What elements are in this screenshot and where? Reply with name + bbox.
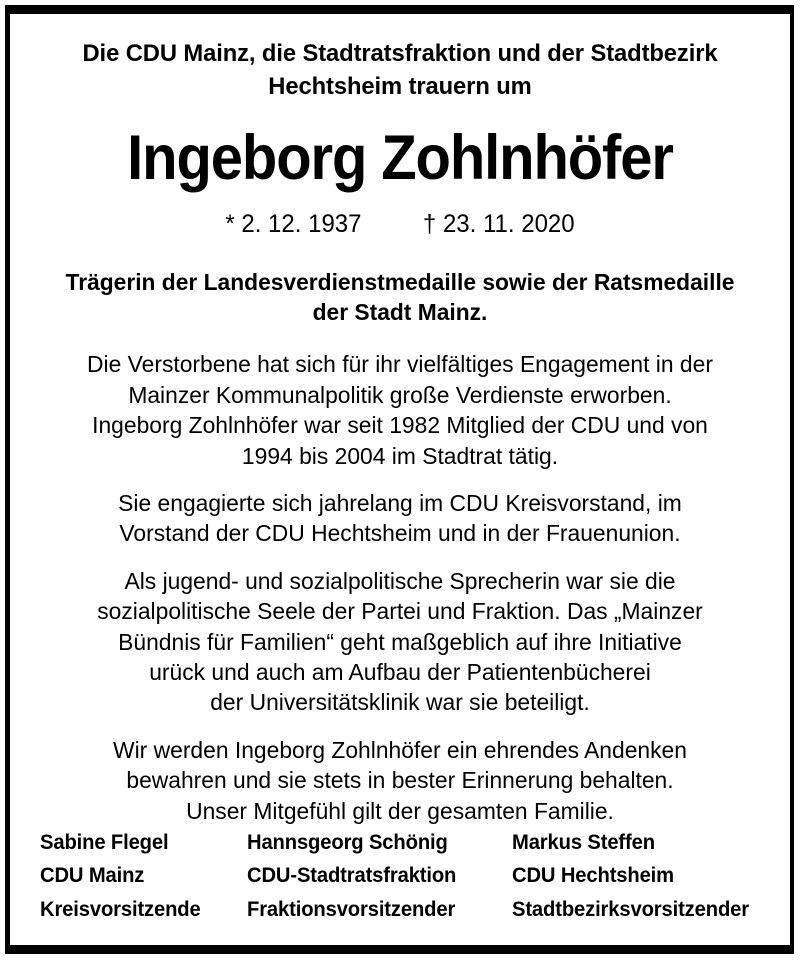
signatory-3-role: Stadtbezirksvorsitzender	[511, 896, 749, 921]
notice-content	[10, 14, 790, 945]
honours-line-2: der Ratsmedaille der Stadt Mainz.	[312, 269, 735, 326]
honours-subtitle	[47, 267, 753, 327]
paragraph-4-line-1: Wir werden Ingeborg Zohlnhöfer ein ehrendes Andenken	[113, 736, 687, 763]
paragraph-3-line-4: urück und auch am Aufbau der Patientenbücherei	[149, 658, 651, 685]
mourning-frame	[5, 5, 794, 954]
signatory-column-1	[40, 826, 235, 927]
paragraph-3-line-2: sozialpolitische Seele der Partei und Fraktion. Das „Mainzer	[97, 598, 703, 625]
signatory-1-organisation: CDU Mainz	[40, 863, 145, 888]
tribute-paragraph-2	[41, 488, 758, 549]
paragraph-4-line-3: Unser Mitgefühl gilt der gesamten Familie.	[186, 797, 614, 824]
signatory-3-name: Markus Steffen	[511, 829, 655, 854]
signatory-block	[36, 826, 764, 945]
tribute-paragraph-3	[41, 566, 758, 718]
honours-line-1: Trägerin der Landesverdienstmedaille sowie	[65, 269, 546, 296]
paragraph-4-line-2: bewahren und sie stets in bester Erinnerung behalten.	[126, 767, 674, 794]
lead-line-2: Hechtsheim trauern um	[268, 72, 532, 100]
life-dates	[51, 209, 750, 239]
signatory-column-3	[512, 826, 749, 927]
deceased-name: Ingeborg Zohlnhöfer	[127, 123, 673, 194]
paragraph-1-line-4: 1994 bis 2004 im Stadtrat tätig.	[241, 442, 559, 469]
signatory-2-name: Hannsgeorg Schönig	[247, 829, 448, 854]
paragraph-3-line-1: Als jugend- und sozialpolitische Sprecherin war sie die	[124, 567, 676, 594]
birth-date: * 2. 12. 1937	[225, 210, 362, 239]
signatory-1-role: Kreisvorsitzende	[40, 896, 201, 921]
paragraph-1-line-3: Ingeborg Zohlnhöfer war seit 1982 Mitglied der CDU und von	[92, 412, 708, 439]
paragraph-1-line-1: Die Verstorbene hat sich für ihr vielfältiges Engagement in der	[87, 351, 713, 378]
signatory-3-organisation: CDU Hechtsheim	[511, 863, 674, 888]
death-date: † 23. 11. 2020	[422, 210, 575, 239]
paragraph-1-line-2: Mainzer Kommunalpolitik große Verdienste erworben.	[128, 381, 672, 408]
signatory-2-organisation: CDU-Stadtratsfraktion	[247, 863, 457, 888]
paragraph-2-line-2: Vorstand der CDU Hechtsheim und in der Frauenunion.	[119, 520, 681, 547]
signatory-1-name: Sabine Flegel	[40, 829, 169, 854]
signatory-column-2	[247, 826, 496, 927]
paragraph-3-line-3: Bündnis für Familien“ geht maßgeblich auf ihre Initiative	[118, 628, 682, 655]
signatory-2-role: Fraktionsvorsitzender	[247, 896, 456, 921]
tribute-paragraph-1	[41, 349, 758, 471]
tribute-text	[41, 349, 758, 825]
tribute-paragraph-4	[41, 735, 758, 826]
paragraph-2-line-1: Sie engagierte sich jahrelang im CDU Kreisvorstand, im	[118, 490, 682, 517]
lead-line-1: Die CDU Mainz, die Stadtratsfraktion und der Stadtbezirk	[82, 40, 718, 67]
paragraph-3-line-5: der Universitätsklinik war sie beteiligt.	[210, 689, 590, 716]
lead-statement	[47, 38, 753, 103]
